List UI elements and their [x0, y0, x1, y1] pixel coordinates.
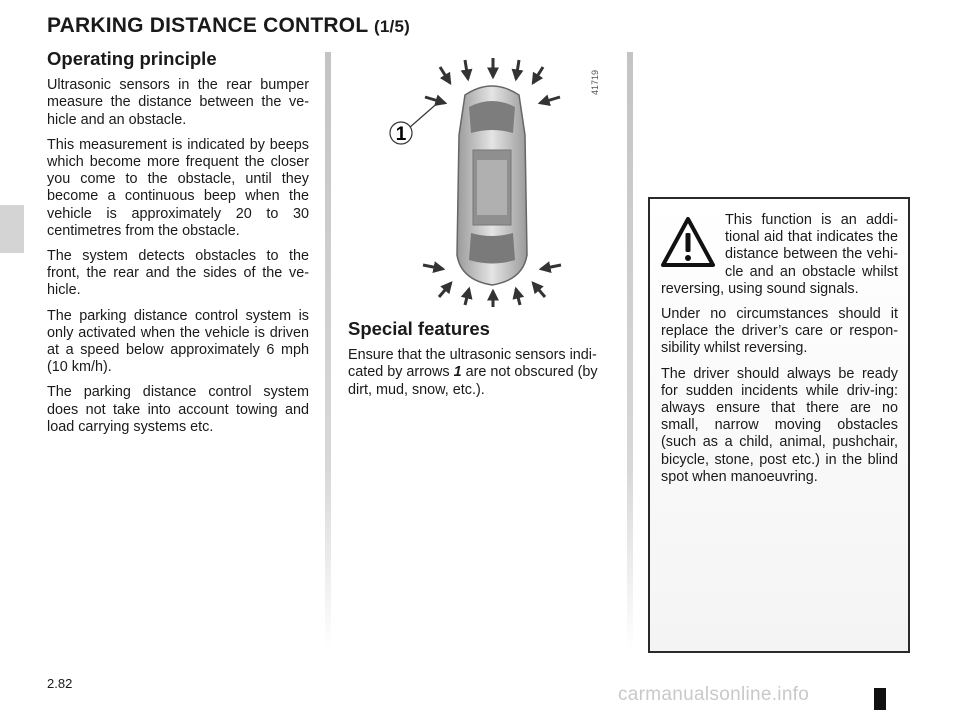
- column-divider-left: [325, 52, 331, 650]
- callout-leader: [409, 100, 441, 128]
- paragraph: This measurement is indicated by beeps which become more frequent the closer you come to the obstacle, until they become a continuous beep when the vehicle is approximately 20 to 30 centimetres from the obstacle.: [47, 136, 309, 239]
- warning-triangle-icon: [661, 216, 715, 268]
- operating-principle-heading: Operating principle: [47, 48, 217, 69]
- paragraph: Ultrasonic sensors in the rear bumper measure the distance between the ve-hicle and an obstacle.: [47, 77, 309, 128]
- text-before: Ensure that the ultrasonic sensors indi-cated by arrows: [348, 347, 597, 381]
- operating-principle-section: [47, 50, 309, 444]
- bottom-marker: [874, 688, 886, 710]
- text-after: are not obscured (by dirt, mud, snow, etc.).: [348, 364, 598, 398]
- page-title: [47, 14, 410, 38]
- paragraph: The parking distance control system does not take into account towing and load carrying systems etc.: [47, 384, 309, 435]
- warning-box: [648, 197, 910, 653]
- car-sensor-illustration: [365, 55, 620, 310]
- warning-paragraph: The driver should always be ready for sudden incidents while driv-ing: always ensure that there are no small, narrow moving obstacles (such as a child, animal, pushchair, bicycle, stone, post etc.) in the blind spot when manoeuvring.: [661, 365, 898, 485]
- column-divider-right: [627, 52, 633, 650]
- special-features-section: [348, 320, 614, 407]
- warning-paragraph: Under no circumstances should it replace the driver’s care or respon-sibility whilst reversing.: [661, 306, 898, 357]
- section-tab: [0, 205, 24, 253]
- watermark: carmanualsonline.info: [618, 684, 810, 705]
- page-title-text: PARKING DISTANCE CONTROL: [47, 14, 368, 37]
- special-features-text: [348, 347, 614, 399]
- warning-paragraph: This function is an addi-tional aid that indicates the distance between the vehi-cle and an obstacle whilst reversing, using sound signals.: [661, 212, 898, 297]
- figure-code-wrap: [590, 69, 615, 105]
- car-interior: [477, 160, 507, 215]
- page-number: 2.82: [47, 676, 73, 691]
- paragraph: The system detects obstacles to the front, the rear and the sides of the ve-hicle.: [47, 248, 309, 299]
- arrow-reference: 1: [453, 364, 462, 381]
- page-marker: (1/5): [374, 17, 410, 36]
- car-windscreen: [469, 101, 515, 133]
- car-rear-window: [469, 233, 515, 264]
- paragraph: The parking distance control system is only activated when the vehicle is driven at a speed below approximately 6 mph (10 km/h).: [47, 307, 309, 376]
- special-features-heading: Special features: [348, 318, 490, 339]
- figure-code: 41719: [590, 69, 600, 95]
- callout-number: 1: [395, 124, 407, 145]
